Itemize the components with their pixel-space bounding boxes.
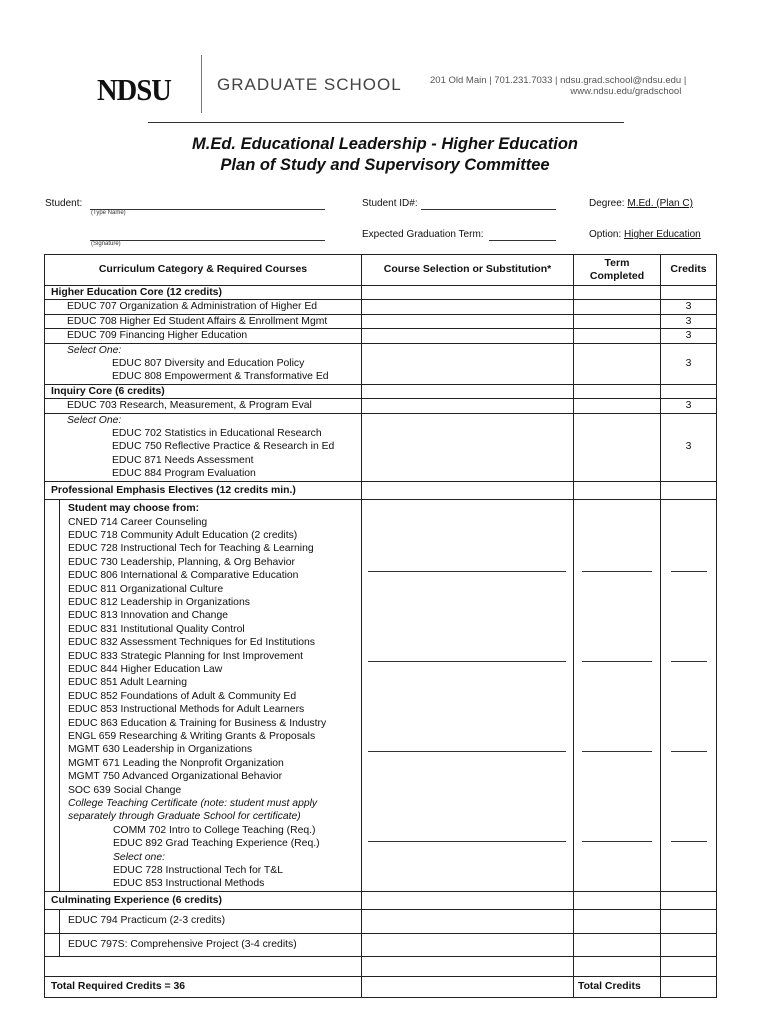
elective-term-cell[interactable] — [574, 500, 661, 892]
elective-course: EDUC 812 Leadership in Organizations — [68, 596, 250, 608]
select-one-label: Select One: — [67, 414, 122, 426]
option-course: EDUC 884 Program Evaluation — [112, 468, 256, 480]
course-text: EDUC 794 Practicum (2-3 credits) — [59, 910, 361, 932]
selection-cell[interactable] — [362, 314, 574, 328]
selection-cell[interactable] — [362, 399, 574, 413]
student-id-field[interactable] — [421, 209, 556, 210]
student-signature-field[interactable] — [90, 240, 325, 241]
credits-cell: 3 — [661, 314, 717, 328]
certificate-course: COMM 702 Intro to College Teaching (Req.) — [113, 824, 316, 836]
table-row — [45, 413, 717, 481]
selection-blank[interactable] — [368, 571, 566, 572]
credits-cell: 3 — [661, 329, 717, 343]
selection-blank[interactable] — [368, 661, 566, 662]
credits-blank[interactable] — [671, 841, 707, 842]
expected-grad-label: Expected Graduation Term: — [362, 229, 484, 240]
course-cell — [45, 413, 362, 481]
student-label: Student: — [45, 198, 83, 209]
credits-cell: 3 — [661, 300, 717, 314]
course-cell — [45, 933, 362, 956]
selection-cell[interactable] — [362, 300, 574, 314]
elective-course: EDUC 833 Strategic Planning for Inst Improvement — [68, 650, 304, 662]
option-course: EDUC 871 Needs Assessment — [112, 454, 254, 466]
elective-course: EDUC 813 Innovation and Change — [68, 610, 229, 622]
elective-course: EDUC 806 International & Comparative Education — [68, 570, 299, 582]
empty-cell — [362, 957, 574, 977]
course-cell — [45, 343, 362, 384]
credits-cell — [661, 891, 717, 909]
table-row — [45, 314, 717, 328]
logo-divider — [201, 55, 202, 113]
degree-label: Degree: — [589, 198, 625, 209]
selection-cell[interactable] — [362, 286, 574, 300]
electives-cell — [45, 500, 362, 892]
elective-course: CNED 714 Career Counseling — [68, 516, 208, 528]
electives-list — [59, 500, 361, 891]
table-row — [45, 910, 717, 933]
total-credits-label: Total Credits — [574, 977, 661, 997]
title-line-2: Plan of Study and Supervisory Committee — [220, 156, 550, 174]
term-cell[interactable] — [574, 413, 661, 481]
certificate-note: separately through Graduate School for certificate) — [68, 811, 301, 823]
term-cell[interactable] — [574, 891, 661, 909]
section-row — [45, 384, 717, 398]
term-cell[interactable] — [574, 399, 661, 413]
electives-row — [45, 500, 717, 892]
contact-line-2: www.ndsu.edu/gradschool — [570, 86, 682, 97]
credits-cell: 3 — [661, 343, 717, 384]
elective-course: EDUC 853 Instructional Methods for Adult Learners — [68, 704, 305, 716]
certificate-note: College Teaching Certificate (note: student must apply — [68, 798, 318, 810]
certificate-option: EDUC 728 Instructional Tech for T&L — [113, 865, 283, 877]
term-cell[interactable] — [574, 910, 661, 933]
option-label: Option: — [589, 229, 622, 240]
course-text: EDUC 797S: Comprehensive Project (3-4 credits) — [59, 934, 361, 956]
total-row — [45, 977, 717, 997]
credits-blank[interactable] — [671, 751, 707, 752]
table-header-row — [45, 255, 717, 286]
elective-credits-cell[interactable] — [661, 500, 717, 892]
selection-blank[interactable] — [368, 751, 566, 752]
selection-cell[interactable] — [362, 413, 574, 481]
term-blank[interactable] — [582, 841, 652, 842]
term-cell[interactable] — [574, 329, 661, 343]
table-row — [45, 300, 717, 314]
table-row — [45, 933, 717, 956]
selection-cell[interactable] — [362, 384, 574, 398]
selection-cell[interactable] — [362, 329, 574, 343]
option-course: EDUC 807 Diversity and Education Policy — [112, 358, 305, 370]
section-title: Culminating Experience (6 credits) — [45, 891, 362, 909]
select-one-label: Select one: — [113, 851, 165, 863]
term-blank[interactable] — [582, 571, 652, 572]
credits-cell[interactable] — [661, 933, 717, 956]
option-course: EDUC 808 Empowerment & Transformative Ed — [112, 371, 329, 383]
section-title: Higher Education Core (12 credits) — [45, 286, 362, 300]
section-title: Professional Emphasis Electives (12 credits min.) — [45, 481, 362, 499]
elective-course: EDUC 831 Institutional Quality Control — [68, 623, 245, 635]
term-cell[interactable] — [574, 300, 661, 314]
section-row — [45, 891, 717, 909]
ndsu-logo: NDSU — [97, 72, 171, 107]
course-cell: EDUC 709 Financing Higher Education — [45, 329, 362, 343]
credits-header: Credits — [661, 255, 717, 286]
elective-course: EDUC 832 Assessment Techniques for Ed Institutions — [68, 637, 315, 649]
section-row — [45, 286, 717, 300]
course-cell: EDUC 707 Organization & Administration of Higher Ed — [45, 300, 362, 314]
option-course: EDUC 702 Statistics in Educational Research — [112, 428, 322, 440]
credits-cell — [661, 481, 717, 499]
degree-row — [589, 198, 693, 209]
credits-cell[interactable] — [661, 910, 717, 933]
term-cell[interactable] — [574, 481, 661, 499]
term-cell[interactable] — [574, 314, 661, 328]
term-cell[interactable] — [574, 286, 661, 300]
elective-course: EDUC 730 Leadership, Planning, & Org Behavior — [68, 556, 295, 568]
course-cell: EDUC 708 Higher Ed Student Affairs & Enrollment Mgmt — [45, 314, 362, 328]
elective-course: EDUC 718 Community Adult Education (2 credits) — [68, 529, 298, 541]
table-row — [45, 329, 717, 343]
empty-cell — [362, 977, 574, 997]
category-header: Curriculum Category & Required Courses — [45, 255, 362, 286]
elective-course: EDUC 851 Adult Learning — [68, 677, 187, 689]
elective-course: MGMT 630 Leadership in Organizations — [68, 744, 253, 756]
credits-cell: 3 — [661, 413, 717, 481]
elective-course: ENGL 659 Researching & Writing Grants & Proposals — [68, 731, 316, 742]
student-id-label: Student ID#: — [362, 198, 418, 209]
selection-cell[interactable] — [362, 910, 574, 933]
elective-selection-cell[interactable] — [362, 500, 574, 892]
selection-cell[interactable] — [362, 933, 574, 956]
option-row — [589, 229, 701, 240]
elective-course: EDUC 811 Organizational Culture — [68, 583, 224, 595]
term-header: Term Completed — [574, 255, 661, 286]
page-title — [0, 134, 770, 176]
credits-blank[interactable] — [671, 661, 707, 662]
credits-cell — [661, 286, 717, 300]
elective-course: EDUC 728 Instructional Tech for Teaching & Learning — [68, 543, 314, 555]
term-cell[interactable] — [574, 933, 661, 956]
certificate-option: EDUC 853 Instructional Methods — [113, 878, 265, 890]
total-required: Total Required Credits = 36 — [45, 977, 362, 997]
selection-cell[interactable] — [362, 891, 574, 909]
degree-value: M.Ed. (Plan C) — [627, 198, 693, 209]
plan-of-study-table — [44, 254, 717, 998]
elective-course: EDUC 852 Foundations of Adult & Community Ed — [68, 690, 297, 702]
elective-course: EDUC 844 Higher Education Law — [68, 663, 223, 675]
type-name-caption: (Type Name) — [91, 210, 126, 216]
title-line-1: M.Ed. Educational Leadership - Higher Education — [192, 135, 578, 153]
table-row — [45, 399, 717, 413]
elective-course: MGMT 750 Advanced Organizational Behavior — [68, 771, 283, 783]
section-title: Inquiry Core (6 credits) — [45, 384, 362, 398]
elective-course: MGMT 671 Leading the Nonprofit Organization — [68, 757, 284, 769]
course-cell — [45, 910, 362, 933]
term-blank[interactable] — [582, 751, 652, 752]
table-row — [45, 343, 717, 384]
section-row — [45, 481, 717, 499]
spacer-row — [45, 957, 717, 977]
contact-info — [430, 75, 686, 97]
contact-line-1: 201 Old Main | 701.231.7033 | ndsu.grad.school@ndsu.edu | — [430, 75, 687, 86]
total-credits-value[interactable] — [661, 977, 717, 997]
header-rule — [148, 122, 624, 123]
empty-cell — [661, 957, 717, 977]
empty-cell — [574, 957, 661, 977]
term-blank[interactable] — [582, 661, 652, 662]
selection-header: Course Selection or Substitution* — [362, 255, 574, 286]
credits-cell: 3 — [661, 399, 717, 413]
elective-course: EDUC 863 Education & Training for Business & Industry — [68, 717, 327, 729]
term-cell[interactable] — [574, 384, 661, 398]
selection-cell[interactable] — [362, 343, 574, 384]
signature-caption: (Signature) — [91, 241, 121, 247]
course-cell: EDUC 703 Research, Measurement, & Program Eval — [45, 399, 362, 413]
expected-grad-field[interactable] — [489, 240, 556, 241]
empty-cell — [45, 957, 362, 977]
certificate-course: EDUC 892 Grad Teaching Experience (Req.) — [113, 838, 320, 850]
school-name: GRADUATE SCHOOL — [217, 75, 402, 94]
option-course: EDUC 750 Reflective Practice & Research in Ed — [112, 441, 335, 453]
elective-course: SOC 639 Social Change — [68, 784, 182, 796]
credits-blank[interactable] — [671, 571, 707, 572]
selection-blank[interactable] — [368, 841, 566, 842]
select-one-label: Select One: — [67, 344, 122, 356]
credits-cell — [661, 384, 717, 398]
selection-cell[interactable] — [362, 481, 574, 499]
term-cell[interactable] — [574, 343, 661, 384]
electives-choose-label: Student may choose from: — [68, 503, 200, 515]
option-value: Higher Education — [624, 229, 701, 240]
